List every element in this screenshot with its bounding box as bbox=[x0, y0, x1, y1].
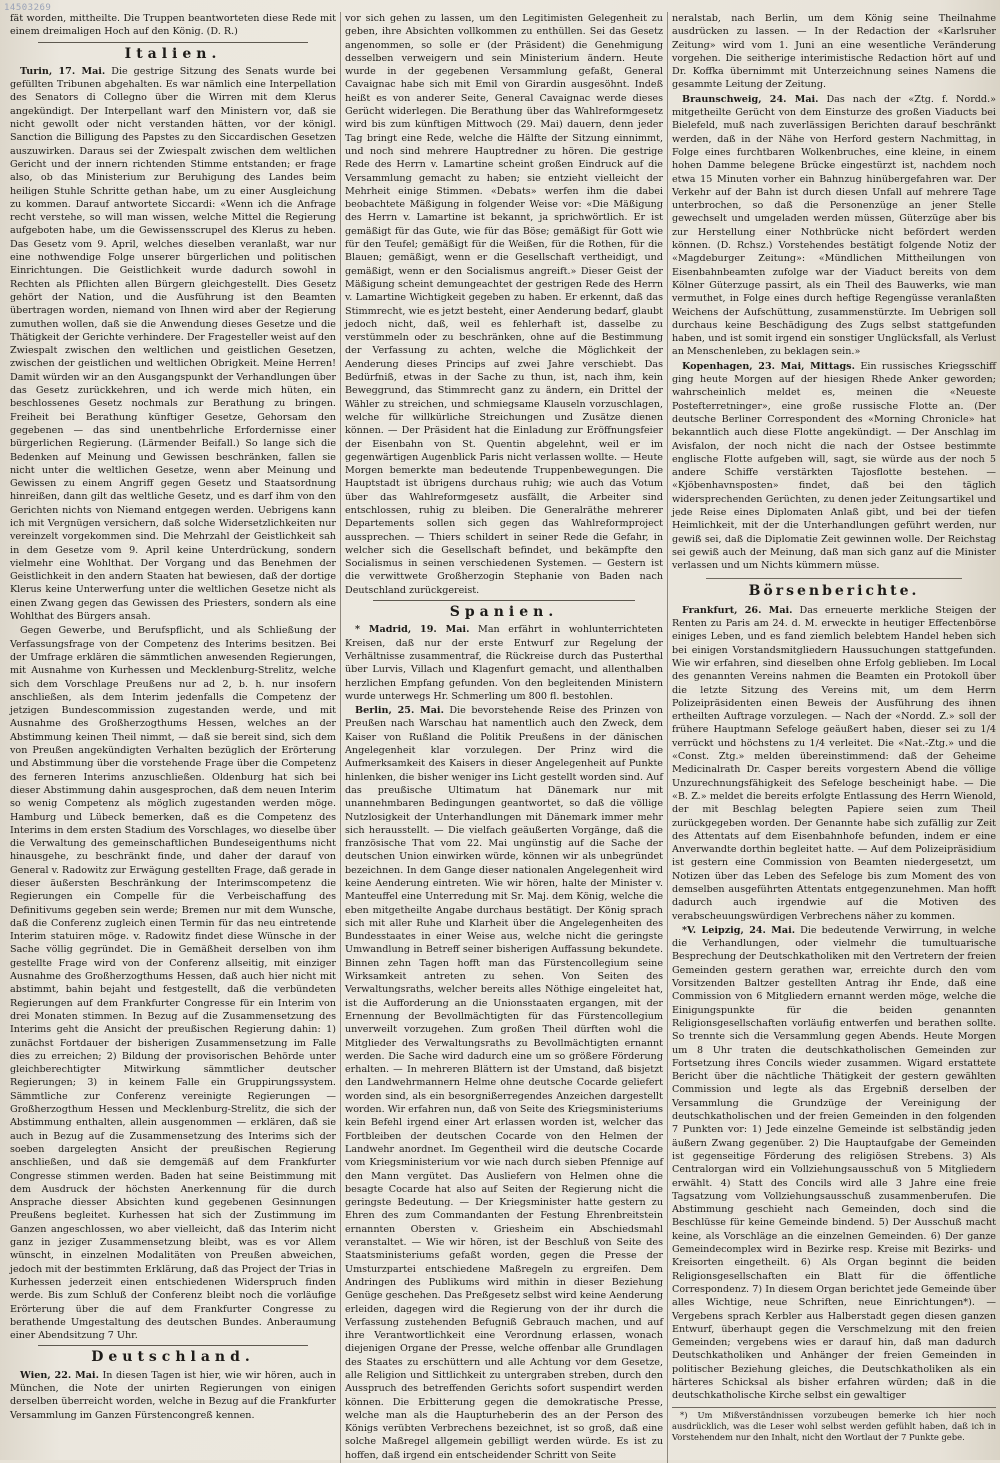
article-madrid bbox=[345, 623, 663, 703]
article-leipzig-body: Die bedeutende Verwirrung, in welche die Verhandlungen, oder vielmehr die tumultuarische Besprechung der Deutschkatholiken mit den Vertretern der freien Gemeinden gestern gerathen war, erreichte durch den vom Vorsitzenden Baltzer gestellten Antrag ihr Ende, daß eine Commission von 6 Mitgliedern ernannt werden möge, welche die Einigungspunkte für die beiden genannten Religionsgesellschaften vorläufig entwerfen und berathen sollte. So trennte sich die Versammlung gegen Abends. Heute Morgen um 8 Uhr traten die deutschkatholischen Gemeinden zur Fortsetzung ihres Concils wieder zusammen. Wigard erstattete Bericht über die nächtliche Thätigkeit der gestern gewählten Commission und legte als das Ergebniß derselben der Versammlung die Grundzüge der Vereinigung der deutschkatholischen und der freien Gemeinden in den folgenden 7 Punkten vor: 1) Jede einzelne Gemeinde ist selbständig jeden äußern Zwang gegenüber. 2) Die Hauptaufgabe der Gemeinden ist gegenseitige Förderung des religiösen Strebens. 3) Als Centralorgan wird ein Vollziehungsausschuß von 5 Mitgliedern erwählt. 4) Statt des Concils wird alle 3 Jahre eine freie Tagsatzung vom Vollziehungsausschuß zusammenberufen. Die Abstimmung geschieht nach Gemeinden, doch sind die Beschlüsse für keine Gemeinde bindend. 5) Der Ausschuß macht keine, als Vorschläge an die einzelnen Gemeinden. 6) Der ganze Gemeindecomplex wird in Bezirke resp. Kreise mit Bezirks- und Kreisorten eingetheilt. 6) Als Organ beginnt die beiden Religionsgesellschaften ein Blatt für die öffentliche Correspondenz. 7) In diesem Organ berichtet jede Gemeinde über alles Wichtige, neue Schriften, neue Einrichtungen*). — Vergebens sprach Kerbler aus Halberstadt gegen diesen ganzen Entwurf, überhaupt gegen die Verschmelzung mit den freien Gemeinden; vergebens wies er darauf hin, daß man dadurch Deutschkatholiken und Anhänger der freien Gemeinden in politischer Beziehung gleiches, die Deutschkatholiken als ein härteres Schicksal als bisher erfahren würden; daß in die deutschkatholische Kirche selbst ein gewaltiger bbox=[672, 924, 996, 1402]
column-3 bbox=[672, 12, 996, 1463]
dateline-madrid: * Madrid, 19. Mai. bbox=[355, 624, 470, 636]
article-turin bbox=[10, 65, 336, 623]
column-1 bbox=[10, 12, 336, 1463]
divider bbox=[38, 42, 308, 43]
column-rule bbox=[667, 12, 668, 1463]
article-berlin-body: Die bevorstehende Reise des Prinzen von Preußen nach Warschau hat namentlich auch den Zweck, dem Kaiser von Rußland die Politik Preußens in der dänischen Angelegenheit klar vorzulegen. Der Prinz wird die Aufmerksamkeit des Kaisers in dieser Angelegenheit auf Punkte hinlenken, die bisher weniger ins Licht gestellt worden sind. Auf das preußische Ultimatum hat Dänemark nur mit unannehmbaren Bedingungen geantwortet, so daß die völlige Nutzlosigkeit der Unterhandlungen mit Dänemark immer mehr sich herausstellt. — Die vielfach geäußerten Vorgänge, daß die französische That vom 22. Mai ungünstig auf die Sache der deutschen Union einwirken würde, können wir als unbegründet bezeichnen. In dem Gange dieser nationalen Angelegenheit wird keine Aenderung eintreten. Wie wir hören, halte der Minister v. Manteuffel eine Unterredung mit Sr. Maj. dem König, welche die eben mitgetheilte Angabe durchaus bestätigt. Der König sprach sich mit aller Ruhe und Klarheit über die Angelegenheiten des Bundesstaates in einer Weise aus, welche nicht die geringste Umwandlung in Betreff seiner bisherigen Auffassung bekundete. Binnen zehn Tagen hofft man das Fürstencollegium seine Wirksamkeit antreten zu sehen. Von Seiten des Verwaltungsraths, welcher bereits alles Nöthige eingeleitet hat, ist die Aufforderung an die Unionsstaaten ergangen, mit der Ernennung der Bevollmächtigten für das Fürstencollegium unverweilt vorzugehen. Zum großen Theil dürften wohl die Mitglieder des Verwaltungsraths zu Bevollmächtigten ernannt werden. Die Sache wird dadurch eine um so größere Förderung erhalten. — In mehreren Blättern ist der Umstand, daß bisjetzt den Landwehrmannern Helme ohne deutsche Cocarde geliefert worden sind, als ein besorgnißerregendes Anzeichen dargestellt worden. Wir erfahren nun, daß von Seite des Kriegsministeriums kein Befehl irgend einer Art erlassen worden ist, welcher das Fortbleiben der deutschen Cocarde von den Helmen der Landwehr anordnet. Im Gegentheil wird die deutsche Cocarde vom Kriegsministerium vor wie nach durch sieben Pfennige auf den Mann vergütet. Das Ausliefern von Helmen ohne die besagte Cocarde hat also auf Seiten der Regierung nicht die geringste Bedeutung. — Der Kriegsminister hatte gestern zu Ehren des zum Commandanten der Festung Ehrenbreitstein ernannten Obersten v. Griesheim ein Abschiedsmahl veranstaltet. — Wie wir hören, ist der Beschluß von Seite des Staatsministeriums gefaßt worden, gegen die Presse der Umsturzpartei entschiedene Maßregeln zu ergreifen. Dem Andringen des Publikums wird mithin in dieser Beziehung Genüge geschehen. Das Preßgesetz selbst wird keine Aenderung erleiden, dagegen wird die Regierung von der ihr durch die Verfassung zustehenden Befugniß Gebrauch machen, und auf ihre Verantwortlichkeit eine Verordnung erlassen, wonach diejenigen Organe der Presse, welche offenbar alle Grundlagen des Staates zu erschüttern und alle Achtung vor dem Gesetze, alle Religion und Sittlichkeit zu untergraben streben, durch den Ausspruch des betreffenden Gerichts sofort suspendirt werden können. Die Erbitterung gegen die demokratische Presse, welche man als die Haupturheberin des an der Person des Königs verübten Verbrechens bezeichnet, ist so groß, daß eine solche Maßregel allgemein gebilligt werden würde. Es ist zu hoffen, daß irgend ein entscheidender Schritt von Seite bbox=[345, 705, 664, 1461]
article-braunschweig bbox=[672, 93, 996, 359]
column-rule bbox=[340, 12, 341, 1463]
dateline-kopenhagen: Kopenhagen, 23. Mai, Mittags. bbox=[682, 360, 855, 372]
divider bbox=[706, 578, 962, 579]
dateline-turin: Turin, 17. Mai. bbox=[20, 65, 106, 77]
article-leipzig bbox=[672, 924, 996, 1403]
article-berlin bbox=[345, 704, 663, 1462]
section-heading-germany: Deutschland. bbox=[91, 1349, 255, 1366]
article-braunschweig-body: Das nach der «Ztg. f. Nordd.» mitgetheilte Gerücht von dem Einsturze des großen Viaducts bei Bielefeld, muß nach zuverlässigen Berichten darauf beschränkt werden, daß in der Nähe von Herford gestern Nachmittag, in Folge eines furchtbaren Wolkenbruches, eine kleine, in einem hohen Damme belegene Brücke eingestürzt ist, nachdem noch etwa 15 Minuten vorher ein Bahnzug hinübergefahren war. Der Verkehr auf der Bahn ist durch diesen Unfall auf mehrere Tage unterbrochen, so daß die Personenzüge an jener Stelle gewechselt und umgeladen werden müssen, Güterzüge aber bis zur Herstellung einer Nothbrücke nicht befördert werden können. (D. Rchsz.) Vorstehendes bestätigt folgende Notiz der «Magdeburger Zeitung»: «Mündlichen Mittheilungen von Eisenbahnbeamten zufolge war der Viaduct bereits von dem Kölner Güterzuge passirt, als ein Theil des Bauwerks, wie man vermuthet, in Folge eines durch heftige Regengüsse veranlaßten Weichens der Aufschüttung, zusammenstürzte. Im Uebrigen soll durchaus keine Beschädigung des Zugs selbst stattgefunden haben, und ist somit irgend ein sonstiger Unglücksfall, als Verlust an Menschenleben, zu beklagen sein.» bbox=[672, 93, 996, 358]
article-paris: vor sich gehen zu lassen, um den Legitimisten Gelegenheit zu geben, ihre Absichten vollkommen zu enthüllen. Sei das Gesetz angenommen, so solle er (der Präsident) die Genehmigung desselben verweigern und sein Ministerium ändern. Heute wurde in der gegebenen Versammlung gefaßt, General Cavaignac habe sich mit Emil von Girardin ausgesöhnt. Indeß heißt es von anderer Seite, General Cavaignac werde dieses Gerücht widerlegen. Die Berathung über das Wahlreformgesetz wird bis zum künftigen Mittwoch (29. Mai) dauern, denn jeder Tag bringt eine Rede, welche die Hälfte der Sitzung einnimmt, und noch sind mehrere Hauptredner zu hören. Die gestrige Rede des Herrn v. Lamartine scheint großen Eindruck auf die Versammlung gemacht zu haben; sie entzieht vielleicht der Mehrheit einige Stimmen. «Debats» werfen ihm die dabei beobachtete Mäßigung in folgender Weise vor: «Die Mäßigung des Herrn v. Lamartine ist bekannt, ja sprichwörtlich. Er ist gemäßigt für das Gute, wie für das Böse; gemäßigt für Gott wie für den Teufel; gemäßigt für die Weißen, für die Rothen, für die Blauen; gemäßigt, wenn er die Gesellschaft vertheidigt, und gemäßigt, wenn er den Socialismus angreift.» Dieser Geist der Mäßigung scheint demungeachtet der gestrigen Rede des Herrn v. Lamartine Wichtigkeit gegeben zu haben. Er erkennt, daß das Stimmrecht, wie es jetzt besteht, einer Aenderung bedarf, glaubt jedoch nicht, daß, weil es fehlerhaft ist, dasselbe zu verstümmeln oder zu beschränken, ohne auf die Bestimmung der Verfassung zu achten, welche die Möglichkeit der Aenderung dieses Princips auf zwei Jahre verschiebt. Das Bedürfniß, etwas in der Sache zu thun, ist, nach ihm, kein Beweggrund, das Stimmrecht ganz zu ändern, ein Drittel der Wähler zu streichen, und schmiegsame Klauseln vorzuschlagen, welche für willkürliche Streichungen und Zusätze dienen können. — Der Präsident hat die Einladung zur Eröffnungsfeier der Eisenbahn von St. Quentin abgelehnt, weil er im gegenwärtigen Augenblick Paris nicht verlassen wollte. — Heute Morgen bemerkte man bedeutende Truppenbewegungen. Die Hauptstadt ist übrigens durchaus ruhig; wie auch das Votum über das Wahlreformgesetz ausfällt, die Arbeiter sind entschlossen, ruhig zu bleiben. Die Generalräthe mehrerer Departements sollen sich gegen das Wahlreformproject aussprechen. — Thiers schildert in seiner Rede die Gefahr, in welcher sich die Gesellschaft befindet, und bekämpfte den Socialismus in seinen verschiedenen Systemen. — Gestern ist die verwittwete Großherzogin Stephanie von Baden nach Deutschland zurückgereist. bbox=[345, 13, 663, 596]
section-heading-boerse: Börsenberichte. bbox=[748, 583, 920, 600]
dateline-leipzig: *V. Leipzig, 24. Mai. bbox=[682, 924, 796, 936]
footnote: *) Um Mißverständnissen vorzubeugen bemerke ich hier noch ausdrücklich, was die Leser wohl selbst werden gefühlt haben, daß ich in Vorstehendem nur den Inhalt, nicht den Wortlaut der 7 Punkte gebe. bbox=[672, 1407, 996, 1443]
section-heading-italy: Italien. bbox=[124, 45, 222, 62]
column-2 bbox=[345, 12, 663, 1463]
article-turin-body: Die gestrige Sitzung des Senats wurde bei gefüllten Tribunen abgehalten. Es war nämlich eine Interpellation des Senators di Collegno über die Wirren mit dem Klerus angekündigt. Der Interpellant warf den Ministern vor, daß sie nicht gewollt oder nicht verstanden hätten, vor der königl. Sanction die Billigung des Papstes zu den Siccardischen Gesetzen auszuwirken. Daraus sei der Zwiespalt zwischen dem weltlichen Gericht und der innern richtenden Stimme entstanden; er frage also, ob das Ministerium zur Beruhigung des Landes beim heiligen Stuhle Schritte gethan habe, um zu einer Ausgleichung zu kommen. Darauf antwortete Siccardi: «Wenn ich die Anfrage recht verstehe, so will man wissen, welche Mittel die Regierung aufgeboten habe, um die Gewissensscrupel des Klerus zu heben. Das Gesetz vom 9. April, welches dieselben veranlaßt, war nur eine nothwendige Folge unserer bürgerlichen und politischen Einrichtungen. Die Geistlichkeit wurde dadurch sowohl in Rechten als Pflichten allen Bürgern gleichgestellt. Dies Gesetz gehört der Nation, und die Ausführung ist den Beamten übertragen worden, niemand von Ihnen wird aber der Regierung zumuthen wollen, daß sie die Anwendung dieses Gesetze und die Thätigkeit der Gerichte verhindere. Der Fragesteller weist auf den Zwiespalt zwischen den weltlichen und geistlichen Gesetzen, zwischen der geistlichen und weltlichen Obrigkeit. Meine Herren! Damit würden wir an den Ausgangspunkt der Verhandlungen über das Gesetz zurückkehren, und ich werde mich hüten, ein beschlossenes Gesetz nochmals zur Berathung zu bringen. Freiheit bei Berathung künftiger Gesetze, Gehorsam den gegebenen — das sind unentbehrliche Erfordernisse einer bürgerlichen Regierung. (Lärmender Beifall.) So lange sich die Bedenken auf Meinung und Gewissen beschränken, fallen sie nicht unter die weltlichen Gesetze, wenn aber Meinung und Gewissen zu einem Angriff gegen Gesetz und Staatsordnung hinreißen, dann gilt das weltliche Gesetz, und es darf ihm von den Gerichten nichts von Niemand entgegen werden. Uebrigens kann ich mit Vergnügen versichern, daß solche Widersetzlichkeiten nur vereinzelt vorgekommen sind. Die Mehrzahl der Geistlichkeit sah in dem Gesetze vom 9. April keine Unterdrückung, sondern vielmehr eine Wohlthat. Der Vorgang und das Benehmen der Geistlichkeit in den andern Staaten hat bewiesen, daß der dortige Klerus keine Unterwerfung unter die weltlichen Gesetze nicht als einen Zwang gegen das Gewissen des Priesters, sondern als eine Wohlthat des Bürgers ansah. bbox=[10, 65, 336, 623]
dateline-braunschweig: Braunschweig, 24. Mai. bbox=[682, 93, 819, 105]
article-madrid-body: Man erfährt in wohlunterrichteten Kreisen, daß nur der erste Entwurf zur Regelung der Verhältnisse zusammentraf, die Rückreise durch das Pusterthal über Lurvis, Villach und Klagenfurt gemacht, und allenthalben herzlichen Empfang gefunden. Von den begleitenden Ministern wurde unterwegs Hr. Schmerling um 800 fl. bestohlen. bbox=[345, 624, 664, 702]
divider bbox=[373, 600, 635, 601]
dateline-frankfurt: Frankfurt, 26. Mai. bbox=[682, 604, 793, 616]
article-kopenhagen-body: Ein russisches Kriegsschiff ging heute Morgen auf der hiesigen Rhede Anker geworden; wahrscheinlich meldet es, meinen die «Neueste Postefterretninger», eine große russische Flotte an. (Der deutsche Berliner Correspondent des «Morning Chronicle» hat bekanntlich auch diese Flotte angekündigt. — Der Anschlag im Avisfalon, der noch nicht die nach der Ostsee bestimmte englische Flotte aufgeben will, sagt, sie würde aus der noch 5 andere Schiffe verstärkten Tajosflotte bestehen. — «Kjöbenhavnsposten» findet, daß bei den täglich widersprechenden Gerüchten, zu denen jeder Zeitungsartikel und jede Reise eines Diplomaten Anlaß gibt, und bei der tiefen Heimlichkeit, mit der die Unterhandlungen geführt werden, nur gewiß sei, daß die Diplomatie Zeit gewinnen wolle. Der Reichstag sei gewiß auch der Meinung, daß man sich ganz auf die Minister verlassen und um Nichts kümmern müsse. bbox=[672, 360, 996, 572]
article-karlsruhe: neralstab, nach Berlin, um dem König seine Theilnahme ausdrücken zu lassen. — In der Redaction der «Karlsruher Zeitung» wird vom 1. Juni an eine wesentliche Veränderung vorgehen. Die seitherige interimistische Redaction hört auf und Dr. Koffka übernimmt mit Unterzeichnung seines Namens die gesammte Leitung der Zeitung. bbox=[672, 13, 996, 91]
column-grid bbox=[10, 12, 996, 1461]
dateline-wien: Wien, 22. Mai. bbox=[20, 1369, 99, 1381]
article-kopenhagen bbox=[672, 360, 996, 573]
opening-paragraph: fät worden, mittheilte. Die Truppen beantworteten diese Rede mit einem dreimaligen Hoch auf den König. (D. R.) bbox=[10, 13, 336, 38]
section-heading-spain: Spanien. bbox=[449, 604, 559, 621]
article-wien bbox=[10, 1369, 336, 1422]
article-frankfurt bbox=[672, 604, 996, 923]
article-conference: Gegen Gewerbe, und Berufspflicht, und als Schließung der Verfassungsfrage von der Competenz des Interims besitzen. Bei der Umfrage erklären die sämmtlichen anwesenden Regierungen, mit Ausnahme von Kurhessen und Mecklenburg-Strelitz, welche sich dem Vorschlage Preußens nur ad 2, b. h. nur insofern anschließen, als dem Interim jedenfalls die Competenz der jetzigen Bundescommission zugestanden werde, und mit Ausnahme des Großherzogthums Hessen, welches an der Abstimmung keinen Theil nimmt, — daß sie bereit sind, sich dem von Preußen angekündigten Verhalten bezüglich der Erörterung und Abstimmung über die vorstehende Frage über die Competenz des ferneren Interims anzuschließen. Oldenburg hat sich bei dieser Abstimmung dahin ausgesprochen, daß dem neuen Interim so wenig Competenz als möglich zugestanden werden möge. Hamburg und Lübeck bemerken, daß es die Competenz des Interims in dem ersten Stadium des Vorschlages, wo dieselbe über die Verwaltung des gemeinschaftlichen Bundeseigenthums nicht hinausgehe, zu beschränkt finde, und daher der darauf von General v. Radowitz zur Erwägung gestellten Frage, daß gerade in dieser äußersten Beschränkung der Interimscompetenz die Regierungen ein Compelle für die Verbeischaffung des Definitivums gegeben sein werde; Bremen nur mit dem Wunsche, daß die Conferenz zugleich einen Termin für das neu eintretende Interim statuiren möge. v. Radowitz findet diese Wünsche in der Sache völlig gegründet. Die in Gemäßheit derselben von ihm gestellte Frage wird von der Conferenz allseitig, mit einziger Ausnahme des Großherzogthums Hessen, daß auch hier nicht mit abstimmt, bahin bejaht und festgestellt, daß die verbündeten Regierungen auf dem Frankfurter Congresse für ein Interim von drei Monaten stimmen. In Bezug auf die Zusammensetzung des Interims geht die Ansicht der preußischen Regierung dahin: 1) zunächst Fortdauer der bisherigen Zusammensetzung im Falle dies zu erreichen; 2) Bildung der provisorischen Behörde unter gleichberechtigter Mitwirkung sämmtlicher deutscher Regierungen; 3) in keinem Falle ein Gruppirungssystem. Sämmtliche zur Conferenz vereinigte Regierungen — Großherzogthum Hessen und Mecklenburg-Strelitz, die sich der Abstimmung enthalten, allein ausgenommen — erklären, daß sie auch in Bezug auf die Zusammensetzung des Interims sich der soeben dargelegten Ansicht der preußischen Regierung anschließen, und daß sie demgemäß auf dem Frankfurter Congresse stimmen werden. Baden hat seine Beistimmung mit dem Ausdruck der höchsten Anerkennung für die durch Ansprache diesser Absichten kund gegebenen Gesinnungen Preußens begleitet. Kurhessen hat sich der Zustimmung im Ganzen angeschlossen, wo aber vielleicht, daß das Interim nicht ganz in jeziger Zusammensetzung bleibt, was es vor Allem wünscht, in einzelnen Modalitäten von Preußen abweichen, jedoch mit der bestimmten Erklärung, daß das Project der Trias in Kurhessen jederzeit einen entschiedenen Widerspruch finden werde. Bis zum Schluß der Conferenz bleibt noch die vorläufige Erörterung über die auf dem Frankfurter Congresse zu berathende Umgestaltung des deutschen Bundes. Anberaumung einer Abendsitzung 7 Uhr. bbox=[10, 625, 337, 1342]
article-wien-body: In diesen Tagen ist hier, wie wir hören, auch in München, die Note der unirten Regierungen von einigen derselben überreicht worden, welche in Bezug auf die Frankfurter Versammlung im Ganzen Fürstencongreß kennen. bbox=[10, 1369, 336, 1421]
article-frankfurt-body: Das erneuerte merkliche Steigen der Renten zu Paris am 24. d. M. erweckte in heutiger Effectenbörse einiges Leben, und es fand ziemlich belebtem Handel heben sich bei einigen Vorstandsmitgliedern Haussuchungen stattgefunden. Wie wir erfahren, sind dieselben ohne Erfolg geblieben. Im Local des genannten Vereins nahmen die Beamten ein Protokoll über die letzte Sitzung des Vereins mit, um dem Herrn Polizeipräsidenten einen Beweis der Ausführung des ihnen ertheilten Auftrage vorzulegen. — Nach der «Nordd. Z.» soll der frühere Hauptmann Sefeloge geäußert haben, dieser sei zu 1/4 verrückt und höchstens zu 1/4 verleitet. Die «Nat.-Ztg.» und die «Const. Ztg.» melden übereinstimmend: daß der Geheime Medicinalrath Dr. Casper bereits vorgestern Abend die völlige Unzurechnungsfähigkeit des Sefeloge bescheinigt habe. — Die «B. Z.» meldet die bereits erfolgte Entlassung des Herrn Wienold, der mit Beschlag belegten Papiere seien zum Theil zurückgegeben worden. Der Genannte habe sich zufällig zur Zeit des Attentats auf dem Eisenbahnhofe befunden, indem er eine Anverwandte dorthin begleitet hatte. — Auf dem Polizeipräsidium ist gestern eine Commission von Beamten niedergesetzt, um Notizen über das Leben des Sefeloge bis zum Moment des von demselben ausgeführten Attentats entgegenzunehmen. Man hofft dadurch auch irgendwie auf die Motiven des verabscheuungswürdigen Verbrechens näher zu kommen. bbox=[672, 604, 996, 922]
dateline-berlin: Berlin, 25. Mai. bbox=[355, 705, 444, 717]
archive-stamp: 14503269 bbox=[4, 3, 52, 13]
divider bbox=[38, 1345, 308, 1346]
